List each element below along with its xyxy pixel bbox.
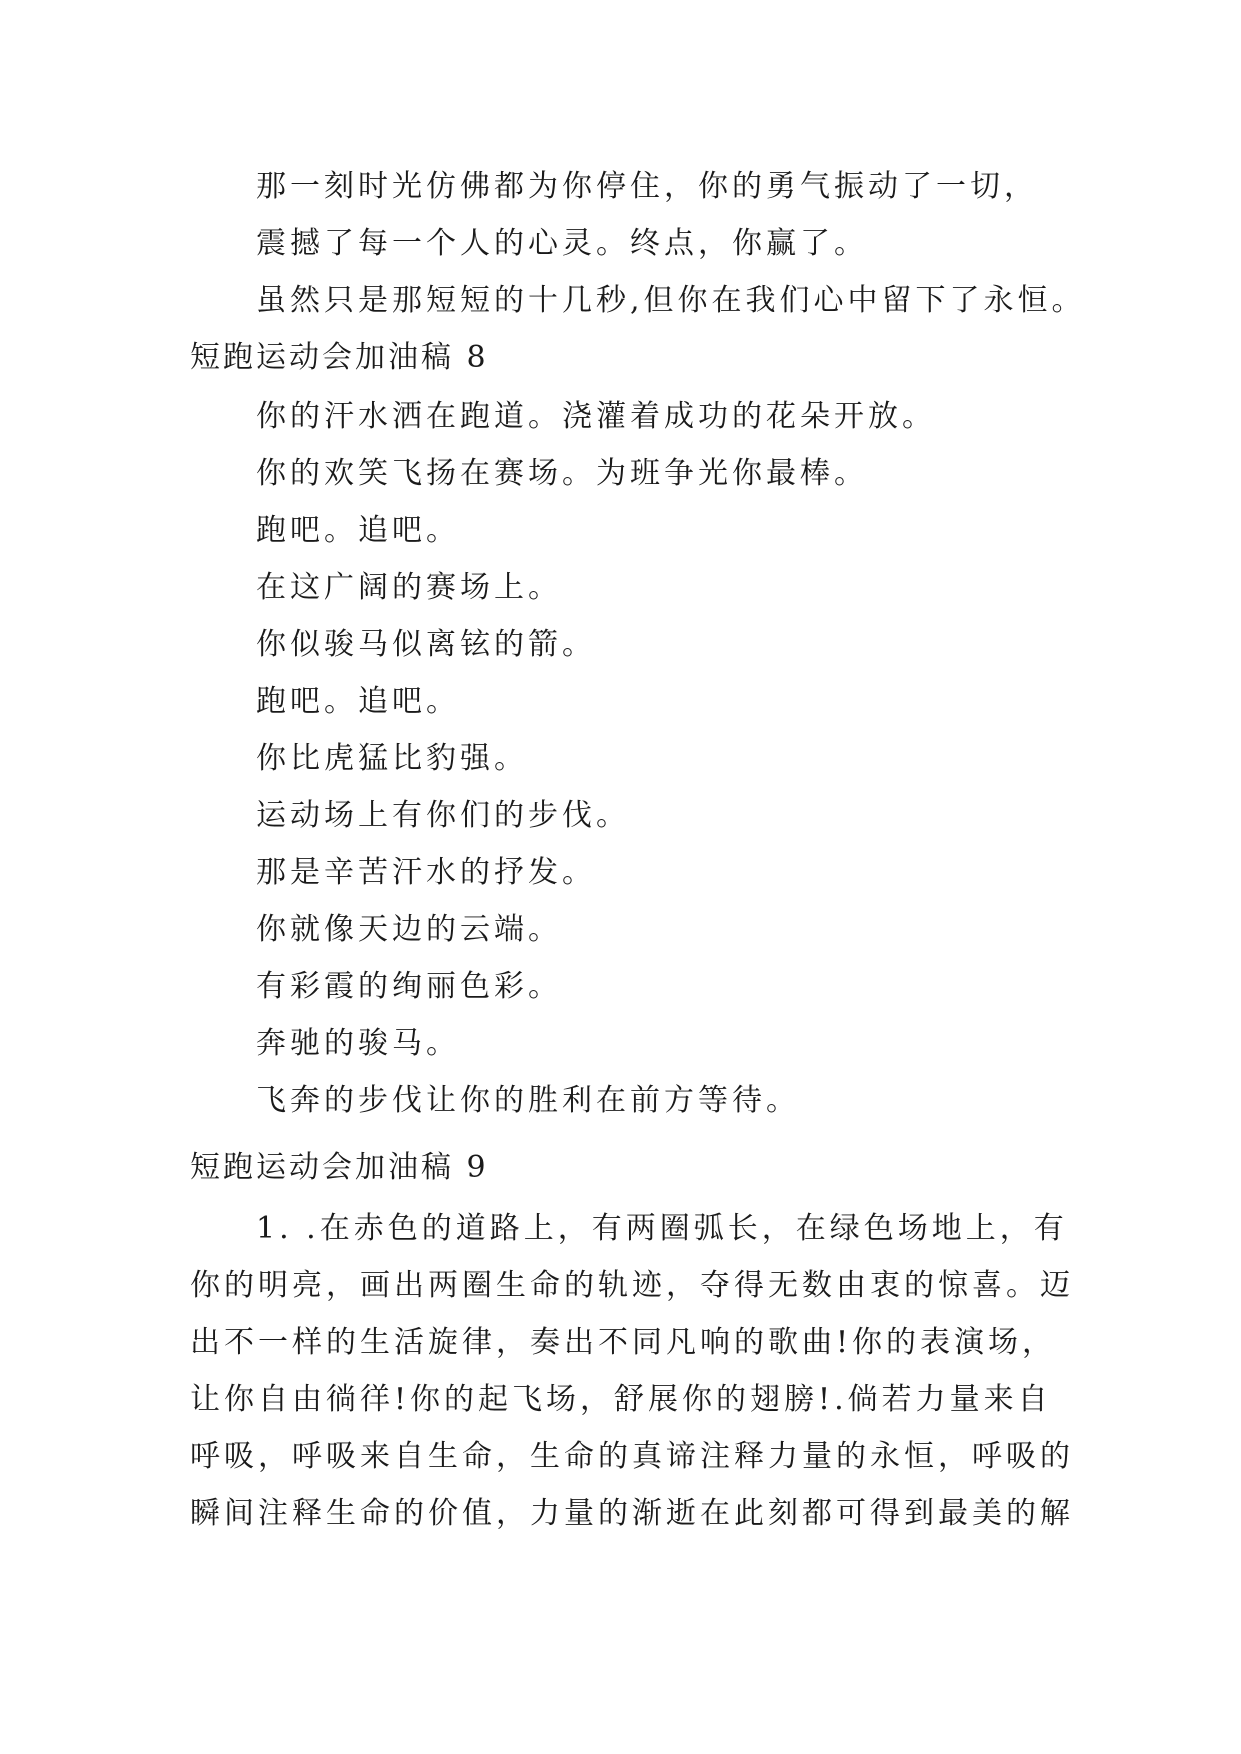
paragraph-line: 虽然只是那短短的十几秒,但你在我们心中留下了永恒。 [256, 283, 1086, 318]
section-heading: 短跑运动会加油稿 9 [190, 1150, 489, 1185]
paragraph-line: 你的明亮，画出两圈生命的轨迹，夺得无数由衷的惊喜。迈 [190, 1268, 1074, 1303]
section-heading: 短跑运动会加油稿 8 [190, 340, 489, 375]
poem-line: 你似骏马似离铉的箭。 [256, 627, 596, 662]
poem-line: 有彩霞的绚丽色彩。 [256, 969, 562, 1004]
paragraph-line: 震撼了每一个人的心灵。终点，你赢了。 [256, 226, 868, 261]
poem-line: 奔驰的骏马。 [256, 1026, 460, 1061]
poem-line: 运动场上有你们的步伐。 [256, 798, 630, 833]
poem-line: 跑吧。追吧。 [256, 513, 460, 548]
poem-line: 你的汗水洒在跑道。浇灌着成功的花朵开放。 [256, 399, 936, 434]
paragraph-line: 1. .在赤色的道路上，有两圈弧长，在绿色场地上，有 [256, 1211, 1068, 1246]
paragraph-line: 出不一样的生活旋律，奏出不同凡响的歌曲!你的表演场， [190, 1325, 1057, 1360]
paragraph-line: 让你自由徜徉!你的起飞场，舒展你的翅膀!.倘若力量来自 [190, 1382, 1052, 1417]
poem-line: 跑吧。追吧。 [256, 684, 460, 719]
poem-line: 飞奔的步伐让你的胜利在前方等待。 [256, 1083, 800, 1118]
poem-line: 在这广阔的赛场上。 [256, 570, 562, 605]
poem-line: 你的欢笑飞扬在赛场。为班争光你最棒。 [256, 456, 868, 491]
paragraph-line: 那一刻时光仿佛都为你停住，你的勇气振动了一切， [256, 169, 1038, 204]
paragraph-line: 呼吸，呼吸来自生命，生命的真谛注释力量的永恒，呼吸的 [190, 1439, 1074, 1474]
paragraph-line: 瞬间注释生命的价值，力量的渐逝在此刻都可得到最美的解 [190, 1496, 1074, 1531]
poem-line: 你就像天边的云端。 [256, 912, 562, 947]
poem-line: 你比虎猛比豹强。 [256, 741, 528, 776]
poem-line: 那是辛苦汗水的抒发。 [256, 855, 596, 890]
